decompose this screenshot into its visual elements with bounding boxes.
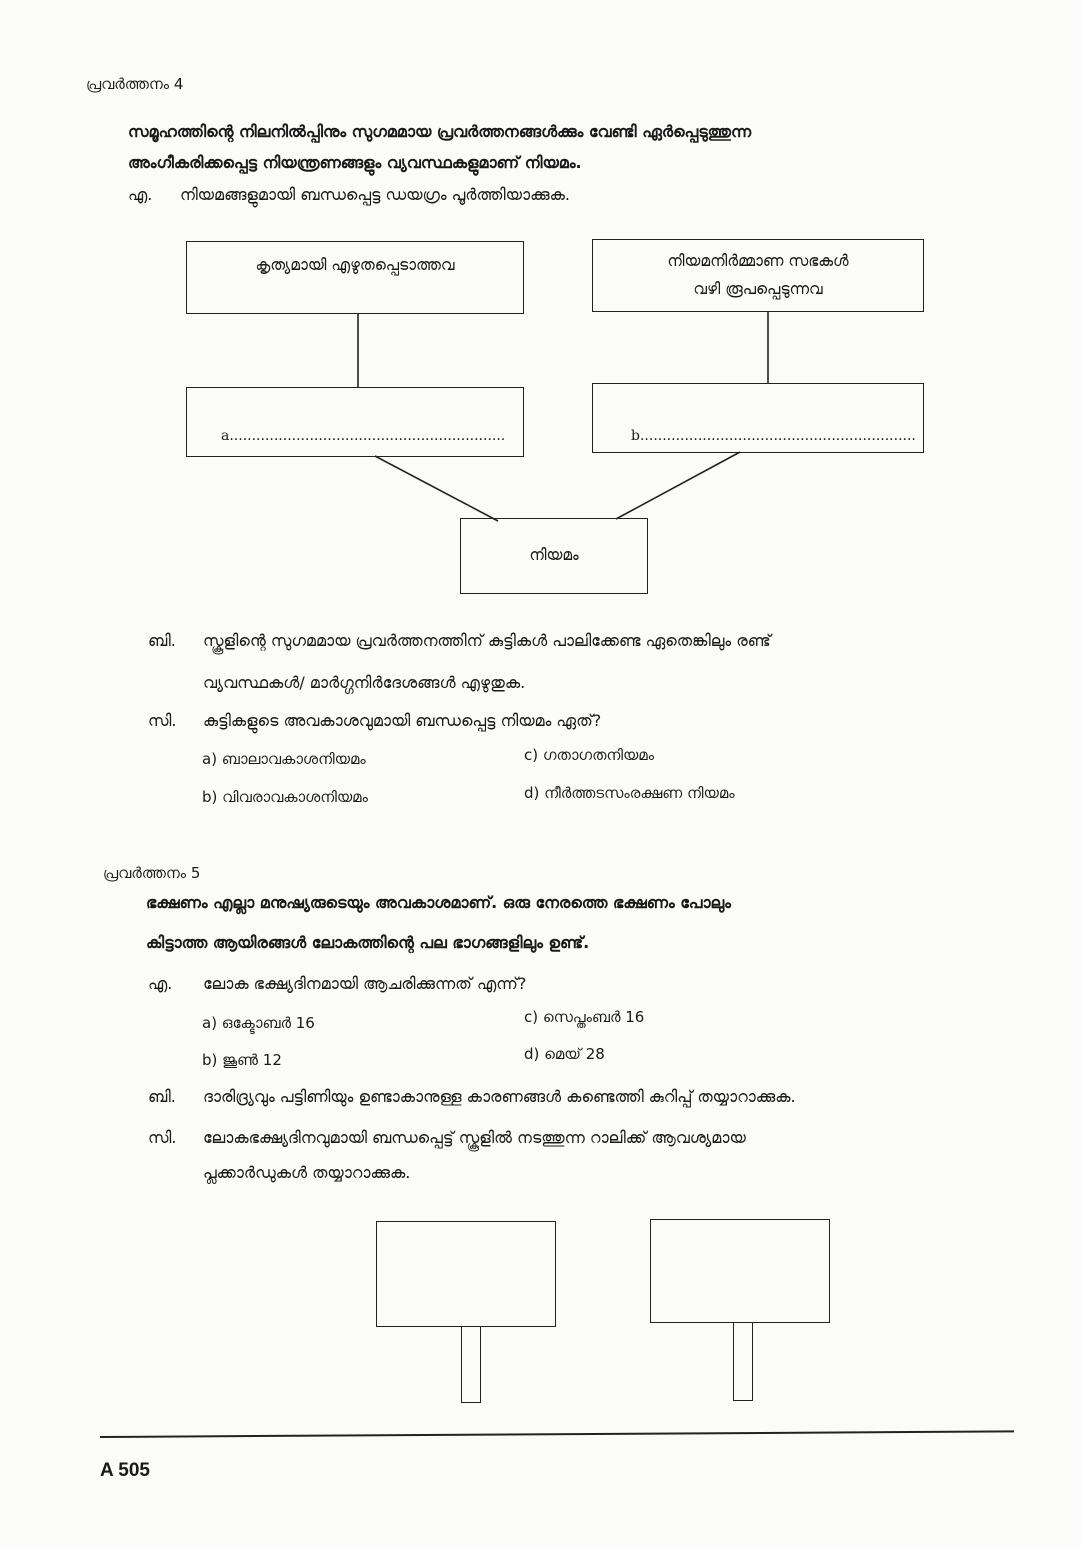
- diagram-box-unwritten: [186, 241, 524, 314]
- diagram-blank-box-b[interactable]: [592, 383, 924, 453]
- activity5-qc-line2: പ്ലക്കാർഡുകൾ തയ്യാറാക്കുക.: [203, 1163, 411, 1182]
- diagram-box-legislature-line1: നിയമനിർമ്മാണ സഭകൾ: [667, 252, 849, 270]
- activity5-intro-line1: ഭക്ഷണം എല്ലാ മനുഷ്യരുടെയും അവകാശമാണ്. ഒരു നേരത്തെ ഭക്ഷണം പോലും: [146, 893, 731, 912]
- activity4-intro-line2: അംഗീകരിക്കപ്പെട്ട നിയന്ത്രണങ്ങളും വ്യവസ്ഥകളുമാണ് നിയമം.: [128, 153, 582, 172]
- footer-rule: [100, 1430, 1014, 1438]
- diagram-box-legislature: [592, 239, 924, 312]
- diagram-box-law-label: നിയമം: [529, 546, 579, 564]
- activity4-qc-option-a: a) ബാലാവകാശനിയമം: [202, 750, 366, 768]
- activity4-qb-line1: സ്കൂളിന്റെ സുഗമമായ പ്രവർത്തനത്തിന് കുട്ടികൾ പാലിക്കേണ്ട ഏതെങ്കിലും രണ്ട്: [203, 631, 771, 650]
- activity4-qa-text: നിയമങ്ങളുമായി ബന്ധപ്പെട്ട ഡയഗ്രം പൂർത്തിയാക്കുക.: [180, 185, 570, 204]
- placard-left-stick: [461, 1326, 481, 1403]
- footer-page-code: A 505: [100, 1460, 150, 1481]
- activity4-qc-option-c: c) ഗതാഗതനിയമം: [524, 746, 654, 764]
- diagram-blank-a: a..............................................................: [221, 428, 506, 444]
- activity5-qc-marker: സി.: [148, 1128, 177, 1147]
- activity5-qc-line1: ലോകഭക്ഷ്യദിനവുമായി ബന്ധപ്പെട്ട് സ്കൂളിൽ നടത്തുന്ന റാലിക്ക് ആവശ്യമായ: [203, 1128, 746, 1147]
- activity5-qa-marker: എ.: [148, 974, 173, 993]
- activity5-heading: പ്രവർത്തനം 5: [103, 864, 201, 882]
- activity4-qc-option-d: d) നീർത്തടസംരക്ഷണ നിയമം: [524, 784, 735, 802]
- activity4-qb-marker: ബി.: [148, 631, 176, 650]
- activity4-qc-option-b: b) വിവരാവകാശനിയമം: [202, 788, 368, 806]
- diagram-blank-b: b..............................................................: [631, 428, 916, 444]
- activity4-qc-text: കുട്ടികളുടെ അവകാശവുമായി ബന്ധപ്പെട്ട നിയമം ഏത്?: [203, 711, 602, 730]
- activity5-qa-text: ലോക ഭക്ഷ്യദിനമായി ആചരിക്കുന്നത് എന്ന്?: [203, 974, 527, 993]
- diagram-blank-box-a[interactable]: [186, 387, 524, 457]
- diagram-box-law: [460, 518, 648, 594]
- activity5-intro-line2: കിട്ടാത്ത ആയിരങ്ങൾ ലോകത്തിന്റെ പല ഭാഗങ്ങളിലും ഉണ്ട്.: [146, 933, 590, 952]
- activity4-qa-marker: എ.: [128, 185, 153, 204]
- diagram-box-legislature-line2: വഴി രൂപപ്പെടുന്നവ: [693, 280, 823, 298]
- placard-right-board[interactable]: [650, 1219, 830, 1323]
- activity5-qa-option-b: b) ജൂൺ 12: [202, 1051, 282, 1069]
- activity5-qb-text: ദാരിദ്ര്യവും പട്ടിണിയും ഉണ്ടാകാനുള്ള കാരണങ്ങൾ കണ്ടെത്തി കുറിപ്പ് തയ്യാറാക്കുക.: [203, 1087, 796, 1106]
- activity4-intro-line1: സമൂഹത്തിന്റെ നിലനിൽപ്പിനും സുഗമമായ പ്രവർത്തനങ്ങൾക്കും വേണ്ടി ഏർപ്പെടുത്തുന്ന: [128, 122, 752, 141]
- activity5-qa-option-c: c) സെപ്തംബർ 16: [524, 1008, 645, 1026]
- activity5-qb-marker: ബി.: [148, 1087, 176, 1106]
- activity4-qb-line2: വ്യവസ്ഥകൾ/ മാർഗ്ഗനിർദേശങ്ങൾ എഴുതുക.: [203, 673, 526, 692]
- placard-right-stick: [733, 1322, 753, 1401]
- activity5-qa-option-d: d) മെയ് 28: [524, 1045, 605, 1063]
- activity4-qc-marker: സി.: [148, 711, 177, 730]
- diagram-box-unwritten-label: കൃത്യമായി എഴുതപ്പെടാത്തവ: [255, 256, 455, 274]
- placard-left-board[interactable]: [376, 1221, 556, 1327]
- activity4-heading: പ്രവർത്തനം 4: [86, 75, 184, 93]
- activity5-qa-option-a: a) ഒക്ടോബർ 16: [202, 1014, 315, 1032]
